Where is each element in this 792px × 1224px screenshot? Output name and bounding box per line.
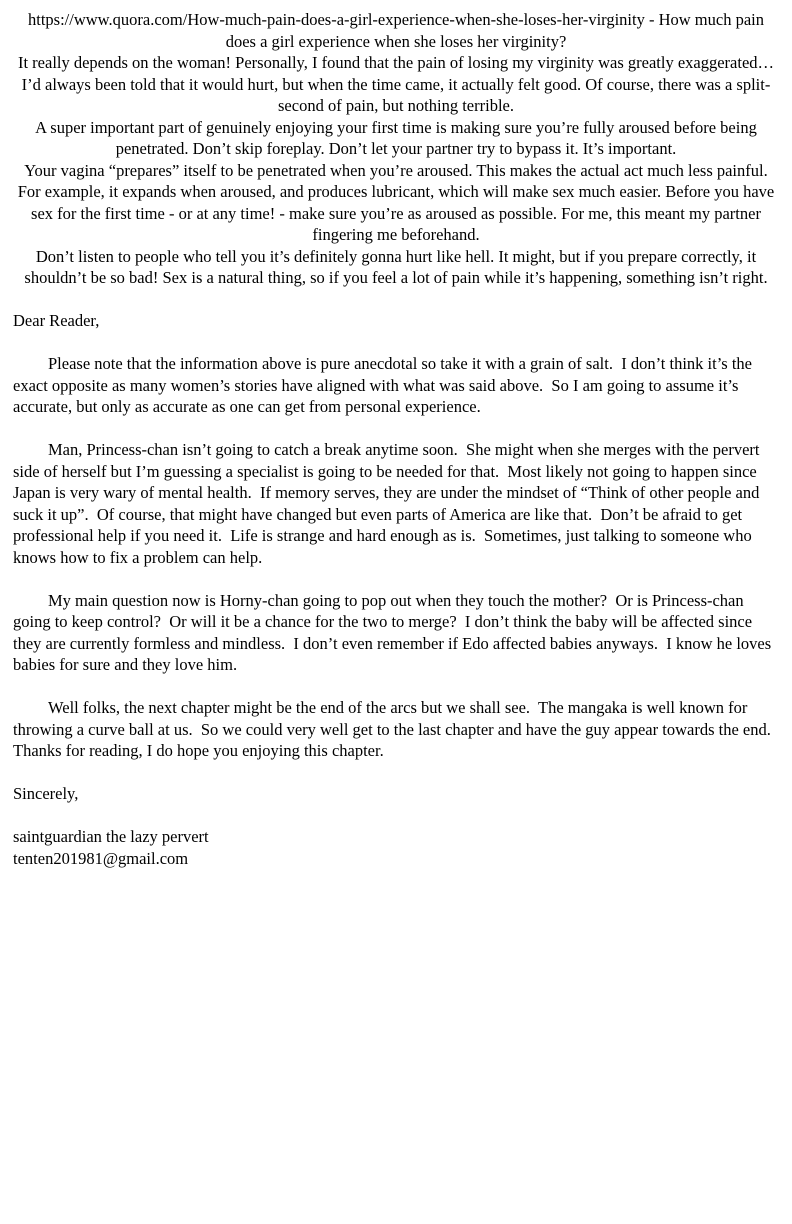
salutation: Dear Reader, [13, 311, 100, 330]
quote-paragraph: A super important part of genuinely enjoying your first time is making sure you’re fully aroused before being penetrated. Don’t skip foreplay. Don’t let your partner try to bypass it. It’s important. [35, 117, 761, 158]
letter-paragraph: Please note that the information above is pure anecdotal so take it with a grain of salt. I don’t think it’s the exact opposite as many women’s stories have aligned with what was said above. So I am going to assume it’s accurate, but only as accurate as one can get from personal experience. [13, 354, 757, 416]
letter-paragraph: My main question now is Horny-chan going to pop out when they touch the mother? Or is Princess-chan going to keep control? Or will it be a chance for the two to merge? I don’t think the baby will be affected since they are currently formless and mindless. I don’t even remember if Edo affected babies anyways. I know he loves babies for sure and they love him. [13, 590, 776, 674]
reader-letter [13, 310, 779, 869]
quote-paragraph: Your vagina “prepares” itself to be penetrated when you’re aroused. This makes the actual act much less painful. For example, it expands when aroused, and produces lubricant, which will make sex much easier. Before you have sex for the first time - or at any time! - make sure you’re as aroused as possible. For me, this meant my partner fingering me beforehand. [17, 160, 779, 244]
signature-email: tenten201981@gmail.com [13, 848, 189, 868]
quote-source-line: https://www.quora.com/How-much-pain-does-a-girl-experience-when-she-loses-her-virginity - How much pain does a girl experience when she loses her virginity? [28, 10, 769, 51]
quote-paragraph: It really depends on the woman! Personally, I found that the pain of losing my virginity was greatly exaggerated… I’d always been told that it would hurt, but when the time came, it actually felt good. Of course, there was a split-second of pain, but nothing terrible. [17, 53, 779, 115]
quote-paragraph: Don’t listen to people who tell you it’s definitely gonna hurt like hell. It might, but if you prepare correctly, it shouldn’t be so bad! Sex is a natural thing, so if you feel a lot of pain while it’s happening, something isn’t right. [24, 246, 768, 287]
letter-paragraph: Man, Princess-chan isn’t going to catch a break anytime soon. She might when she merges with the pervert side of herself but I’m guessing a specialist is going to be needed for that. Most likely not going to happen since Japan is very wary of mental health. If memory serves, they are under the mindset of “Think of other people and suck it up”. Of course, that might have changed but even parts of America are like that. Don’t be afraid to get professional help if you need it. Life is strange and hard enough as is. Sometimes, just talking to someone who knows how to fix a problem can help. [13, 440, 764, 567]
letter-paragraph: Well folks, the next chapter might be the end of the arcs but we shall see. The mangaka is well known for throwing a curve ball at us. So we could very well get to the last chapter and have the guy appear towards the end. Thanks for reading, I do hope you enjoying this chapter. [13, 698, 779, 760]
closing: Sincerely, [13, 784, 79, 803]
signature-name: saintguardian the lazy pervert [13, 827, 209, 846]
quoted-answer-block [13, 9, 779, 289]
